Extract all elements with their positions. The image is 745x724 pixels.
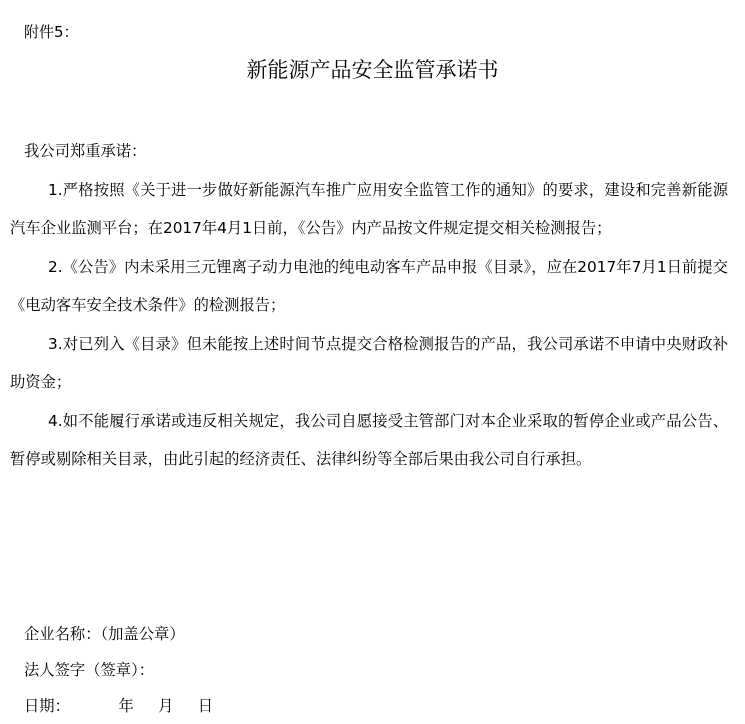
legal-rep-signature-line: 法人签字（签章）：	[24, 661, 155, 679]
commitment-item-2: 2.《公告》内未采用三元锂离子动力电池的纯电动客车产品申报《目录》，应在2017年7月1日前提交《电动客车安全技术条件》的检测报告；	[10, 257, 728, 314]
signature-block	[24, 616, 213, 724]
document-title: 新能源产品安全监管承诺书	[246, 58, 499, 82]
company-name-line: 企业名称：（加盖公章）	[24, 625, 185, 643]
commitment-item-4: 4.如不能履行承诺或违反相关规定，我公司自愿接受主管部门对本企业采取的暂停企业或产品公告、暂停或剔除相关目录，由此引起的经济责任、法律纠纷等全部后果由我公司自行承担。	[10, 411, 728, 468]
document-body	[10, 132, 728, 479]
greeting: 我公司郑重承诺：	[24, 142, 147, 160]
commitment-item-3: 3.对已列入《目录》但未能按上述时间节点提交合格检测报告的产品，我公司承诺不申请中央财政补助资金；	[10, 334, 728, 391]
attachment-label: 附件5：	[24, 23, 79, 41]
commitment-item-1: 1.严格按照《关于进一步做好新能源汽车推广应用安全监管工作的通知》的要求，建设和完善新能源汽车企业监测平台；在2017年4月1日前，《公告》内产品按文件规定提交相关检测报告；	[10, 180, 728, 237]
date-line: 日期： 年 月 日	[24, 697, 214, 715]
